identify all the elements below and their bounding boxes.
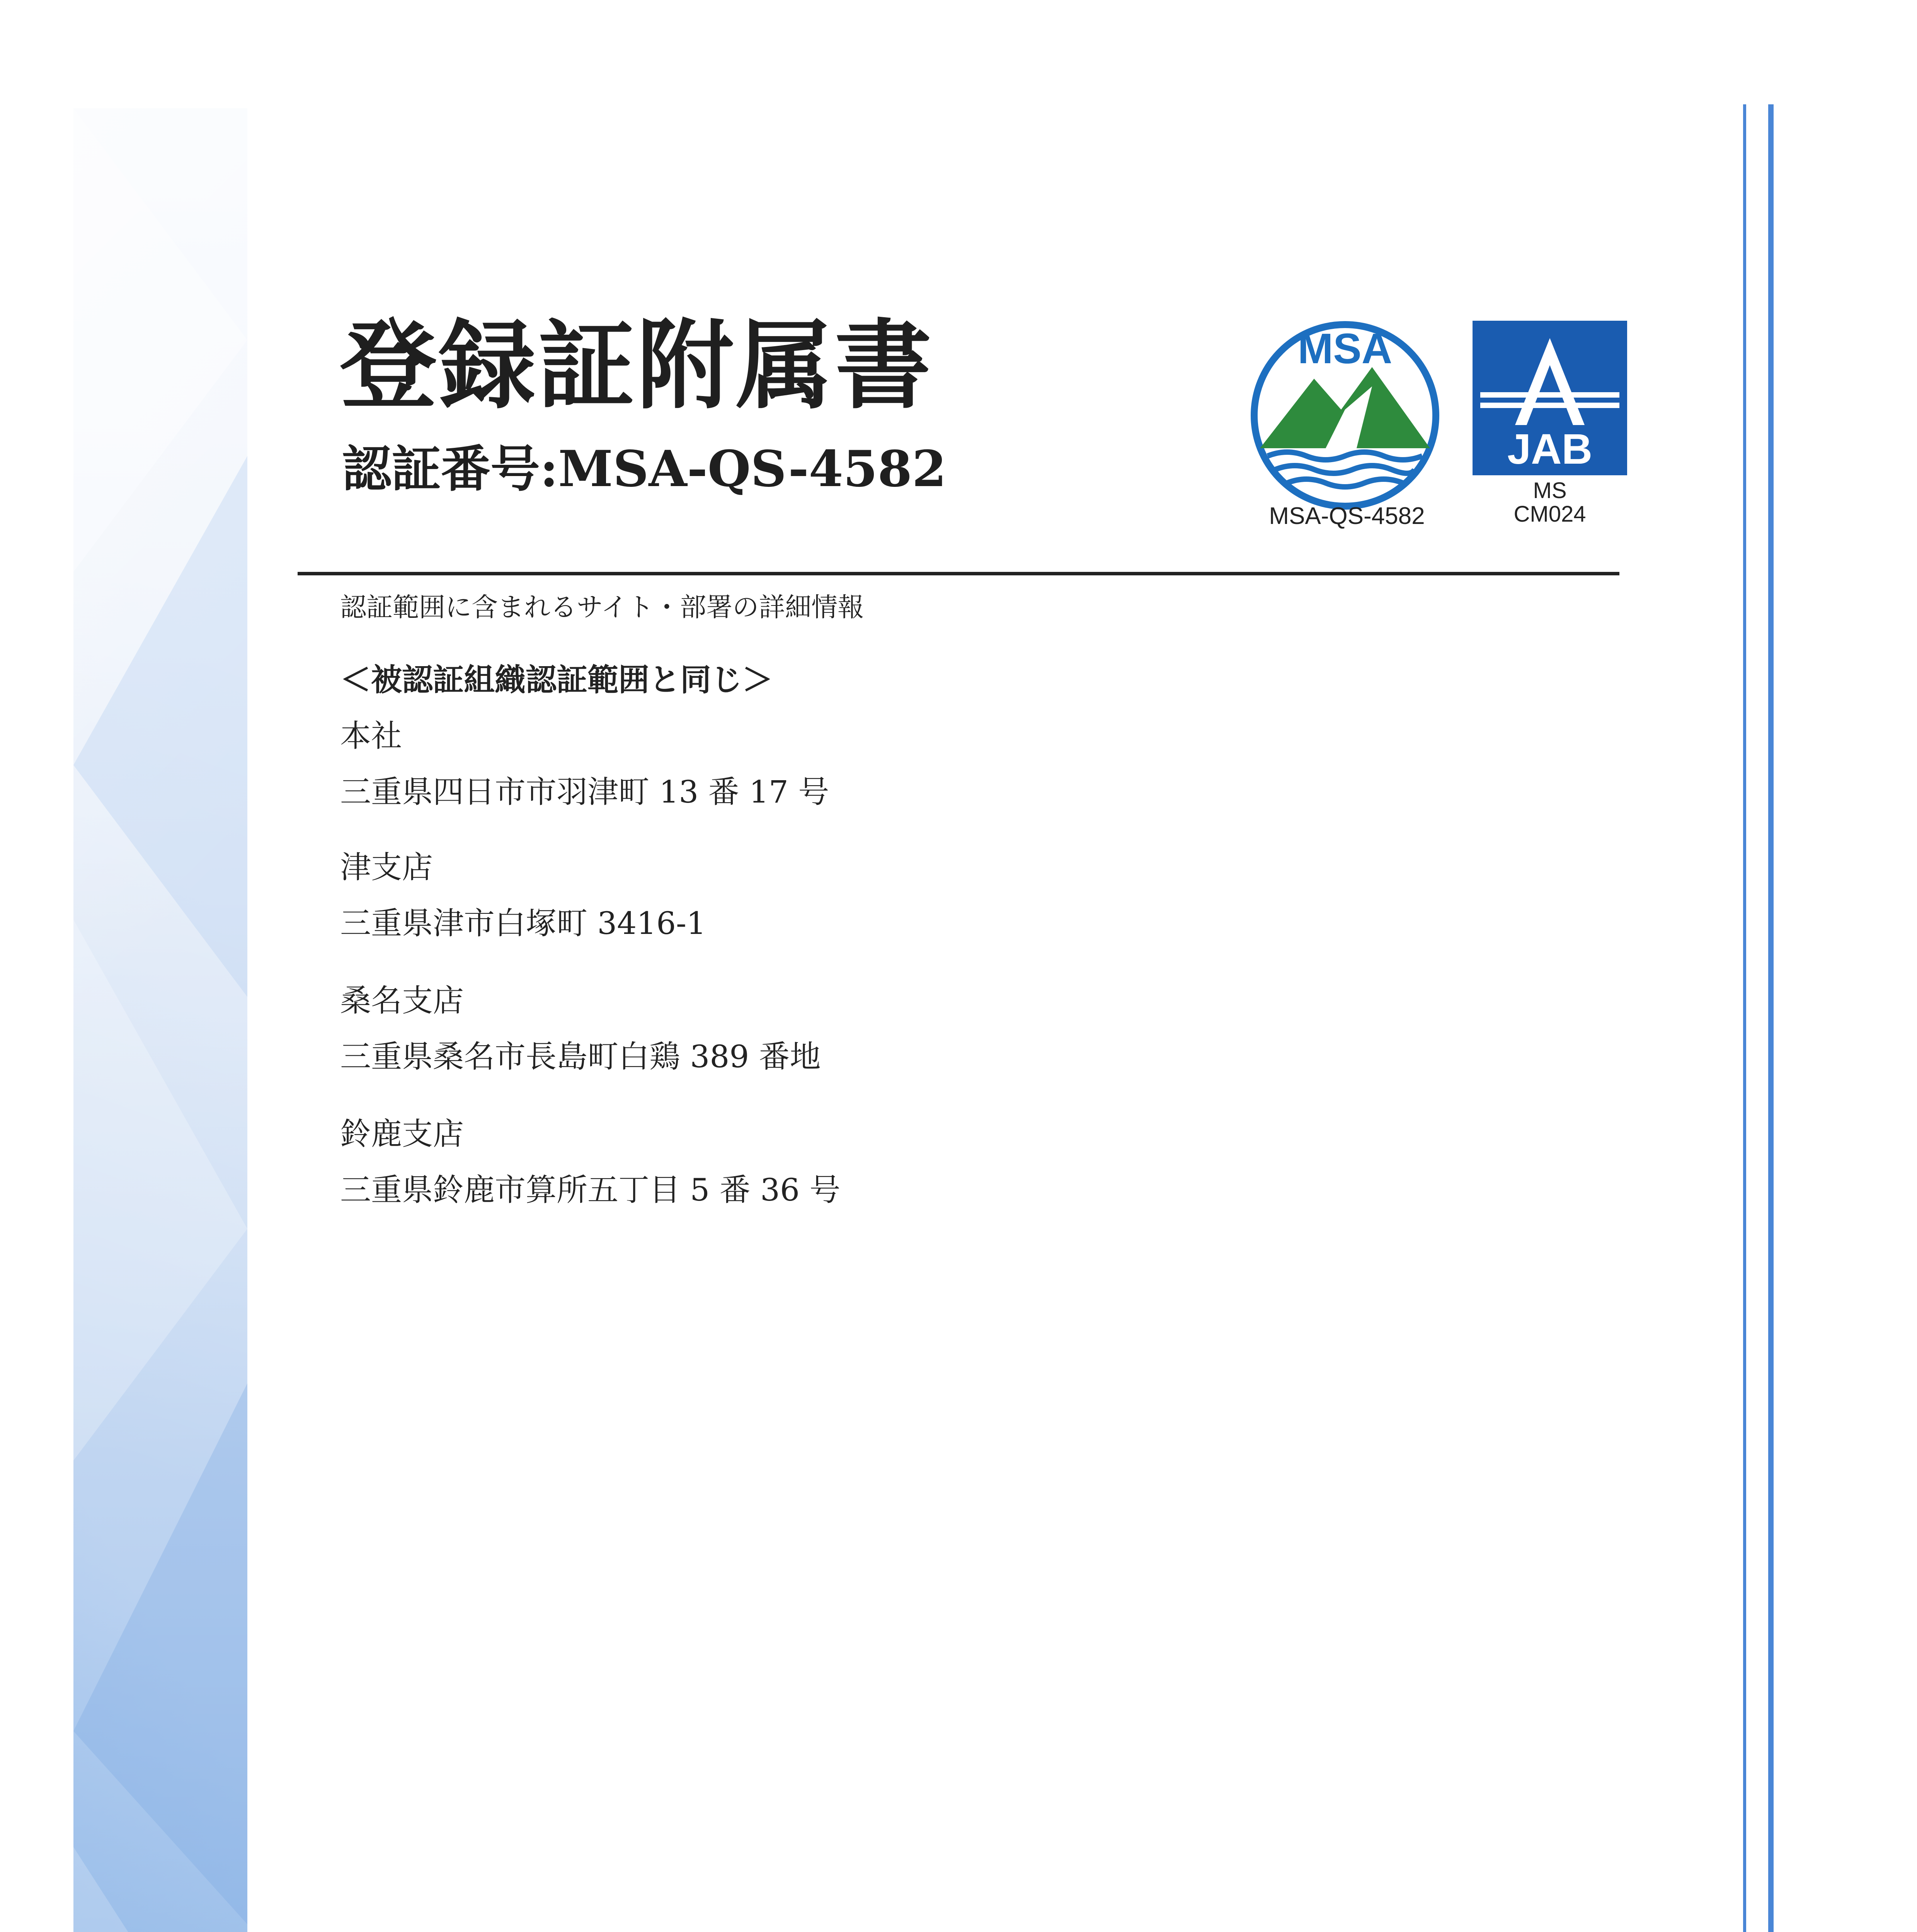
jab-logo bbox=[1473, 321, 1627, 475]
site-name-tsu-branch: 津支店 bbox=[340, 849, 433, 885]
right-border-line bbox=[1743, 104, 1746, 1932]
msa-logo-caption: MSA-QS-4582 bbox=[1269, 503, 1425, 529]
site-address-tsu-branch: 三重県津市白塚町 3416-1 bbox=[340, 905, 706, 941]
jab-caption-line1: MS bbox=[1533, 478, 1567, 503]
jab-logo-caption bbox=[1473, 479, 1627, 526]
site-name-suzuka-branch: 鈴鹿支店 bbox=[340, 1116, 464, 1152]
document-title: 登録証附属書 bbox=[340, 308, 934, 422]
msa-mark-text: MSA bbox=[1297, 325, 1393, 372]
site-name-kuwana-branch: 桑名支店 bbox=[340, 983, 464, 1019]
site-address-suzuka-branch: 三重県鈴鹿市算所五丁目 5 番 36 号 bbox=[340, 1172, 841, 1208]
certificate-number: 認証番号:MSA-QS-4582 bbox=[342, 440, 947, 498]
header-divider bbox=[298, 572, 1619, 575]
decorative-facet-pattern bbox=[73, 108, 247, 1932]
jab-caption-line2: CM024 bbox=[1514, 501, 1586, 527]
site-name-head-office: 本社 bbox=[340, 718, 402, 754]
site-address-head-office: 三重県四日市市羽津町 13 番 17 号 bbox=[340, 774, 829, 810]
msa-logo bbox=[1245, 321, 1445, 522]
jab-mark-text: JAB bbox=[1507, 425, 1593, 473]
site-address-kuwana-branch: 三重県桑名市長島町白鶏 389 番地 bbox=[340, 1039, 821, 1075]
scope-heading: 認証範囲に含まれるサイト・部署の詳細情報 bbox=[340, 592, 864, 623]
right-border-line-thick bbox=[1768, 104, 1774, 1932]
decorative-side-band bbox=[73, 108, 247, 1932]
scope-subheading: ＜被認証組織認証範囲と同じ＞ bbox=[340, 662, 773, 698]
